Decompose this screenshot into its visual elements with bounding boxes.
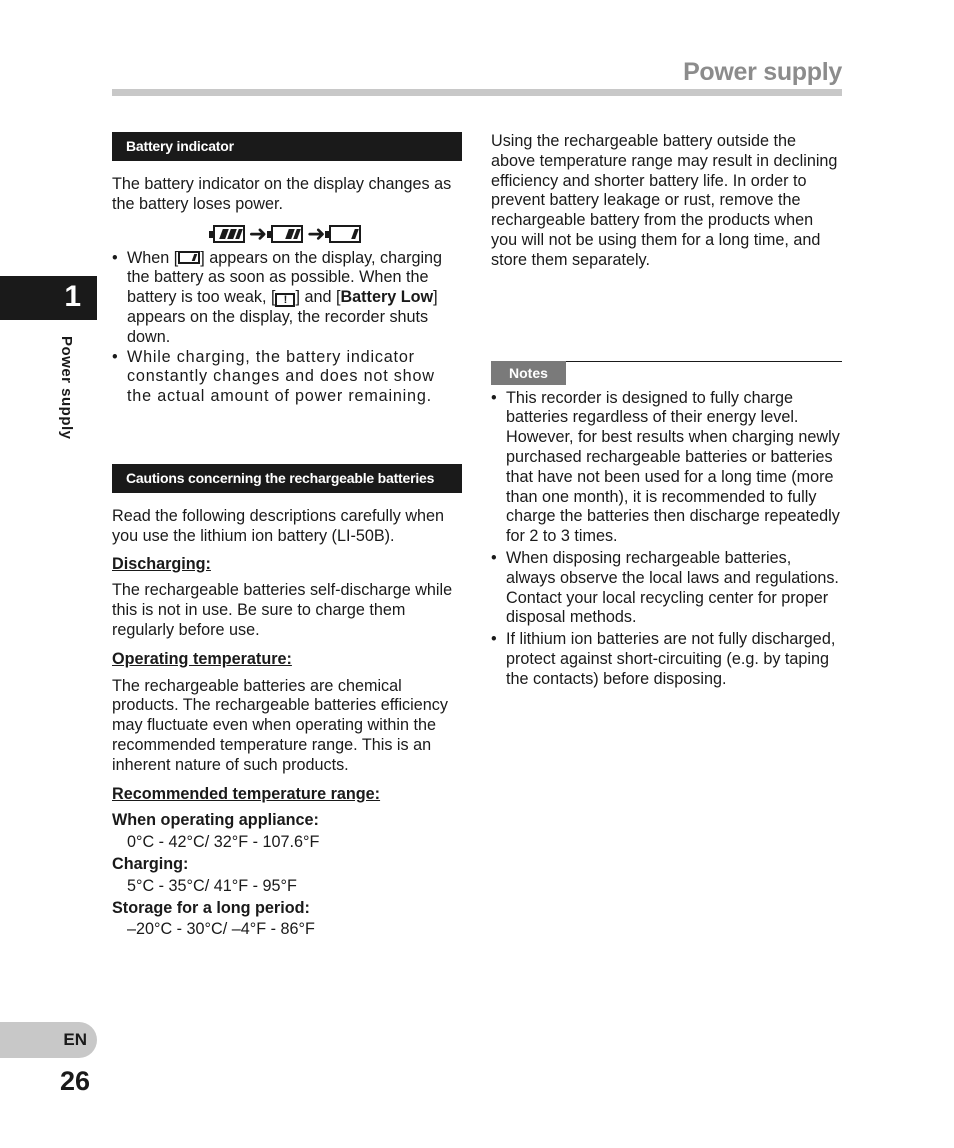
list-item: • While charging, the battery indicator constantly changes and does not show the actual amount of power remaining. bbox=[112, 348, 462, 407]
right-column bbox=[491, 132, 842, 690]
operating-label: When operating appliance: bbox=[112, 811, 319, 830]
battery-medium-icon bbox=[271, 225, 303, 243]
chapter-side-label: Power supply bbox=[58, 336, 75, 440]
notes-rule bbox=[566, 361, 842, 362]
battery-low-icon bbox=[329, 225, 361, 243]
temperature-warning-text: Using the rechargeable battery outside the above temperature range may result in declining efficiency and shorter battery life. In order to prevent battery leakage or rust, remove the rechargeable battery from the products when you will not be using them for a long time, and store them separately. bbox=[491, 132, 838, 269]
cautions-heading: Cautions concerning the rechargeable batteries bbox=[112, 464, 462, 493]
language-tab bbox=[0, 1022, 97, 1058]
operating-value: 0°C - 42°C/ 32°F - 107.6°F bbox=[127, 833, 320, 852]
charging-label: Charging: bbox=[112, 854, 189, 873]
battery-indicator-list bbox=[112, 249, 462, 407]
title-rule bbox=[112, 89, 842, 96]
notes-header bbox=[491, 361, 842, 385]
chapter-tab bbox=[0, 276, 97, 320]
battery-full-icon bbox=[213, 225, 245, 243]
language-label: EN bbox=[63, 1030, 87, 1049]
list-item: • This recorder is designed to fully charge batteries regardless of their energy level. However, for best results when charging newly purchased rechargeable batteries or batteries that have not been used for a long time (more than one month), it is recommended to fully charge the batteries then discharge repeatedly for 2 to 3 times. bbox=[491, 389, 842, 547]
discharging-text: The rechargeable batteries self-discharge while this is not in use. Be sure to charge them regularly before use. bbox=[112, 581, 453, 639]
battery-sequence bbox=[112, 221, 462, 247]
battery-indicator-intro: The battery indicator on the display changes as the battery loses power. bbox=[112, 175, 452, 213]
recommended-temperature-heading: Recommended temperature range: bbox=[112, 784, 381, 803]
page-number: 26 bbox=[60, 1066, 91, 1096]
battery-warning-icon: ! bbox=[275, 293, 295, 307]
storage-value: –20°C - 30°C/ –4°F - 86°F bbox=[127, 920, 315, 939]
arrow-right-icon: ➜ bbox=[307, 220, 326, 246]
storage-label: Storage for a long period: bbox=[112, 898, 310, 917]
page-title: Power supply bbox=[683, 58, 842, 86]
list-item: • When disposing rechargeable batteries, always observe the local laws and regulations. Contact your local recycling center for proper disposal methods. bbox=[491, 549, 842, 628]
notes-heading: Notes bbox=[491, 361, 566, 385]
operating-temperature-heading: Operating temperature: bbox=[112, 649, 292, 668]
arrow-right-icon: ➜ bbox=[248, 220, 267, 246]
list-item: • If lithium ion batteries are not fully discharged, protect against short-circuiting (e.g. by taping the contacts) before disposing. bbox=[491, 630, 842, 689]
left-column bbox=[112, 132, 462, 940]
cautions-intro: Read the following descriptions carefully when you use the lithium ion battery (LI-50B). bbox=[112, 506, 445, 545]
charging-value: 5°C - 35°C/ 41°F - 95°F bbox=[127, 876, 297, 895]
battery-low-icon bbox=[178, 251, 200, 264]
battery-indicator-heading: Battery indicator bbox=[112, 132, 462, 161]
notes-list bbox=[491, 389, 842, 690]
list-item: • When [ ] appears on the display, charging the battery as soon as possible. When the battery is too weak, [ ! ] and [Battery Low] appears on the display, the recorder shuts down. bbox=[112, 249, 462, 348]
operating-temperature-text: The rechargeable batteries are chemical products. The rechargeable batteries efficiency may fluctuate even when operating within the recommended temperature range. This is an inherent nature of such products. bbox=[112, 676, 448, 774]
chapter-number: 1 bbox=[64, 280, 81, 313]
discharging-heading: Discharging: bbox=[112, 554, 211, 573]
